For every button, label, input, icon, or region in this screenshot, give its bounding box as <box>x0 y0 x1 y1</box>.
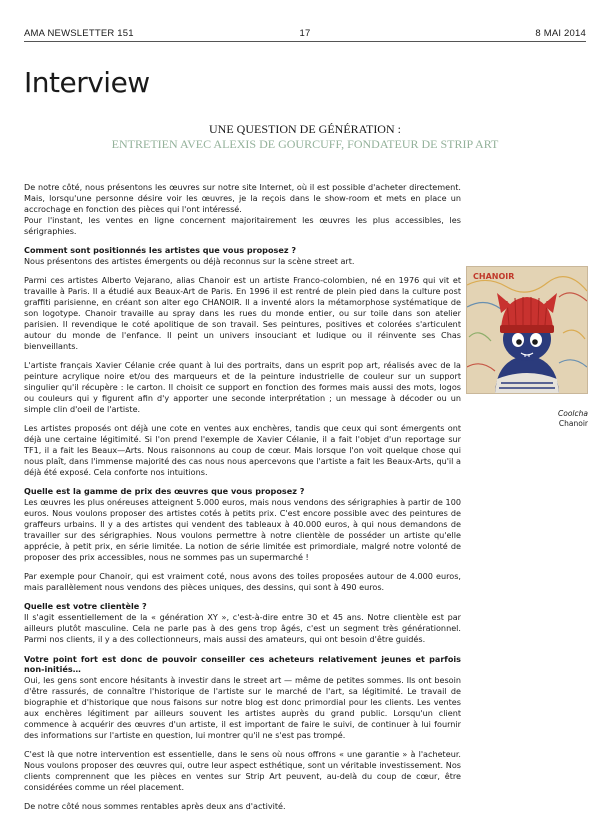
paragraph: C'est là que notre intervention est essentielle, dans le sens où nous offrons « une garantie » à l'acheteur. Nous voulons proposer des œuvres qui, outre leur aspect esthétique, sont un véritable investissement. Nos clients comprennent que les pièces en ventes sur Strip Art peuvent, au-delà du coup de cœur, être considérées comme un réel placement. <box>24 749 461 792</box>
caption-artist: Chanoir <box>558 419 588 428</box>
header-rule <box>24 41 586 42</box>
artwork-image <box>466 266 588 394</box>
caption-title: Coolcha <box>558 409 588 418</box>
page-header <box>24 28 586 42</box>
article-body <box>24 182 461 821</box>
paragraph: Par exemple pour Chanoir, qui est vraiment coté, nous avons des toiles proposées autour de 4.000 euros, mais parallèlement nous vendons des pièces uniques, des dessins, qui sont à 490 euros. <box>24 571 461 592</box>
paragraph: De notre côté, nous présentons les œuvres sur notre site Internet, où il est possible d'acheter directement. Mais, lorsqu'une personne désire voir les œuvres, je la reçois dans le show-room et mets en place un accrochage en fonction des pièces qui l'ont intéressé. Pour l'instant, les ventes en ligne concernent majoritairement les œuvres les plus accessibles, les sérigraphies. <box>24 182 461 236</box>
image-caption <box>558 409 588 429</box>
page-number: 17 <box>299 28 311 39</box>
question-heading: Quelle est la gamme de prix des œuvres que vous proposez ? <box>24 486 305 497</box>
newsletter-name: AMA NEWSLETTER 151 <box>24 28 134 39</box>
article-subtitle: ENTRETIEN AVEC ALEXIS DE GOURCUFF, FONDATEUR DE STRIP ART <box>111 137 499 151</box>
question-heading: Quelle est votre clientèle ? <box>24 601 147 612</box>
paragraph: L'artiste français Xavier Célanie crée quant à lui des portraits, dans un esprit pop art, réalisés avec de la peinture acrylique noire et/ou des marqueurs et de la peinture industrielle de couleur sur un support singulier qu'il récupère : le carton. Il choisit ce support en fonction des formes mais aussi des mots, logos ou couleurs qui y figurent afin d'y apporter une seconde interprétation ; un message à décoder ou un simple clin d'oeil de l'artiste. <box>24 360 461 414</box>
article-title: UNE QUESTION DE GÉNÉRATION : <box>209 122 401 136</box>
issue-date: 8 MAI 2014 <box>535 28 586 39</box>
paragraph: Les œuvres les plus onéreuses atteignent 5.000 euros, mais nous vendons des sérigraphies à partir de 100 euros. Nous voulons proposer des artistes cotés à petits prix. C'est encore possible avec des peintures de graffeurs urbains. Il y a des artistes qui vendent des tableaux à 40.000 euros, à qui nous demandons de travailler sur des sérigraphies. Nous voulons permettre à notre clientèle de posséder un artiste qu'elle apprécie, à petit prix, en série limitée. La notion de série limitée est primordiale, malgré notre volonté de proposer des prix accessibles, nous ne sommes pas un supermarché ! <box>24 497 461 562</box>
section-title: Interview <box>24 66 150 99</box>
graffiti-tag: CHANOIR <box>473 272 515 281</box>
paragraph: Il s'agit essentiellement de la « génération XY », c'est-à-dire entre 30 et 45 ans. Notre clientèle est par ailleurs plutôt masculine. Cela ne parle pas à des gens trop âgés, c'est un segment très générationnel. Parmi nos clients, il y a des collectionneurs, mais aussi des amateurs, qui ont besoin d'être guidés. <box>24 612 461 645</box>
question-heading: Comment sont positionnés les artistes que vous proposez ? <box>24 245 297 256</box>
cat-painting-illustration <box>467 267 587 393</box>
paragraph: Les artistes proposés ont déjà une cote en ventes aux enchères, tandis que ceux qui sont émergents ont déjà une certaine légitimité. Si l'on prend l'exemple de Xavier Célanie, il a fait l'objet d'un reportage sur TF1, il a fait les Beaux—Arts. Nous raisonnons au coup de cœur. Mais lorsque l'on voit quelque chose qui nous plaît, dans l'immense majorité des cas nous nous apercevons que l'artiste a fait les Beaux-Arts, qu'il a déjà été exposé. Cela conforte nos intuitions. <box>24 423 461 477</box>
question-heading: Votre point fort est donc de pouvoir conseiller ces acheteurs relativement jeunes et parfois non-initiés… <box>24 653 461 675</box>
paragraph: Parmi ces artistes Alberto Vejarano, alias Chanoir est un artiste Franco-colombien, né en 1976 qui vit et travaille à Paris. Il a étudié aux Beaux-Art de Paris. En 1996 il est rentré de plein pied dans la culture post graffiti parisienne, en créant son alter ego CHANOIR. Il a inventé alors la métamorphose systématique de son logotype. Chanoir travaille au spray dans les rues du monde entier, ou sur toile dans son atelier parisien. Il revendique le coté apolitique de son travail. Ses peintures, positives et colorées s'articulent autour du monde de l'enfance. Il peint un univers insouciant et ludique ou il réinvente ses Chas bienveillants. <box>24 275 461 351</box>
paragraph: De notre côté nous sommes rentables après deux ans d'activité. <box>24 801 286 812</box>
paragraph: Nous présentons des artistes émergents ou déjà reconnus sur la scène street art. <box>24 255 355 266</box>
paragraph: Oui, les gens sont encore hésitants à investir dans le street art — même de petites sommes. Ils ont besoin d'être rassurés, de connaître l'historique de l'artiste sur le marché de l'art, sa légitimité. Le travail de biographie et d'historique que nous faisons sur notre blog est donc primordial pour les clients. Les ventes aux enchères légitiment par ailleurs souvent les artistes auprès du grand public. Lorsqu'un client commence à acquérir des œuvres d'un artiste, il est important de faire le suivi, de continuer à lui fournir des informations sur l'artiste en question, lui montrer qu'il ne s'est pas trompé. <box>24 675 461 740</box>
